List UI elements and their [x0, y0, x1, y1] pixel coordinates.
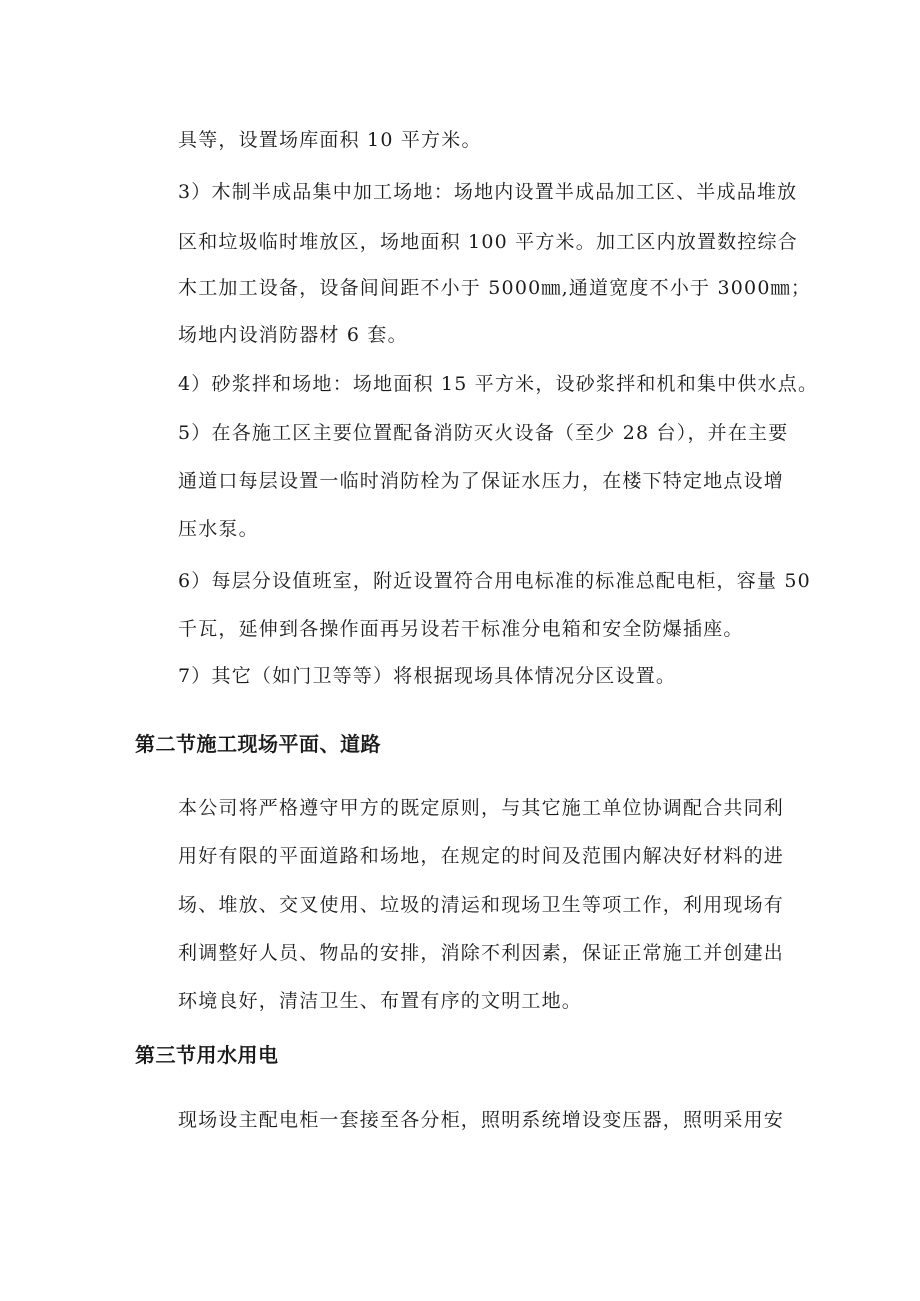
paragraph-line: 现场设主配电柜一套接至各分柜，照明系统增设变压器，照明采用安: [178, 1109, 785, 1131]
paragraph-line: 环境良好，清洁卫生、布置有序的文明工地。: [178, 990, 583, 1012]
paragraph-line: 木工加工设备，设备间间距不小于 5000㎜,通道宽度不小于 3000㎜；: [178, 277, 812, 299]
paragraph-line: 压水泵。: [178, 518, 259, 540]
paragraph-line: 7）其它（如门卫等等）将根据现场具体情况分区设置。: [178, 665, 677, 687]
paragraph-line: 区和垃圾临时堆放区，场地面积 100 平方米。加工区内放置数控综合: [178, 231, 798, 253]
section-heading: 第三节用水用电: [135, 1043, 279, 1067]
paragraph-line: 场、堆放、交叉使用、垃圾的清运和现场卫生等项工作，利用现场有: [178, 894, 785, 916]
paragraph-line: 利调整好人员、物品的安排，消除不利因素，保证正常施工并创建出: [178, 942, 785, 964]
paragraph-line: 用好有限的平面道路和场地，在规定的时间及范围内解决好材料的进: [178, 845, 785, 867]
paragraph-line: 千瓦，延伸到各操作面再另设若干标准分电箱和安全防爆插座。: [178, 618, 744, 640]
paragraph-line: 5）在各施工区主要位置配备消防灭火设备（至少 28 台），并在主要: [178, 422, 789, 444]
paragraph-line: 通道口每层设置一临时消防栓为了保证水压力，在楼下特定地点设增: [178, 470, 785, 492]
paragraph-line: 6）每层分设值班室，附近设置符合用电标准的标准总配电柜，容量 50: [178, 570, 811, 592]
paragraph-line: 具等，设置场库面积 10 平方米。: [178, 129, 482, 151]
paragraph-line: 3）木制半成品集中加工场地：场地内设置半成品加工区、半成品堆放: [178, 181, 798, 203]
paragraph-line: 场地内设消防器材 6 套。: [178, 324, 408, 346]
paragraph-line: 本公司将严格遵守甲方的既定原则，与其它施工单位协调配合共同利: [178, 797, 785, 819]
section-heading: 第二节施工现场平面、道路: [135, 732, 381, 756]
paragraph-line: 4）砂浆拌和场地：场地面积 15 平方米，设砂浆拌和机和集中供水点。: [178, 373, 819, 395]
